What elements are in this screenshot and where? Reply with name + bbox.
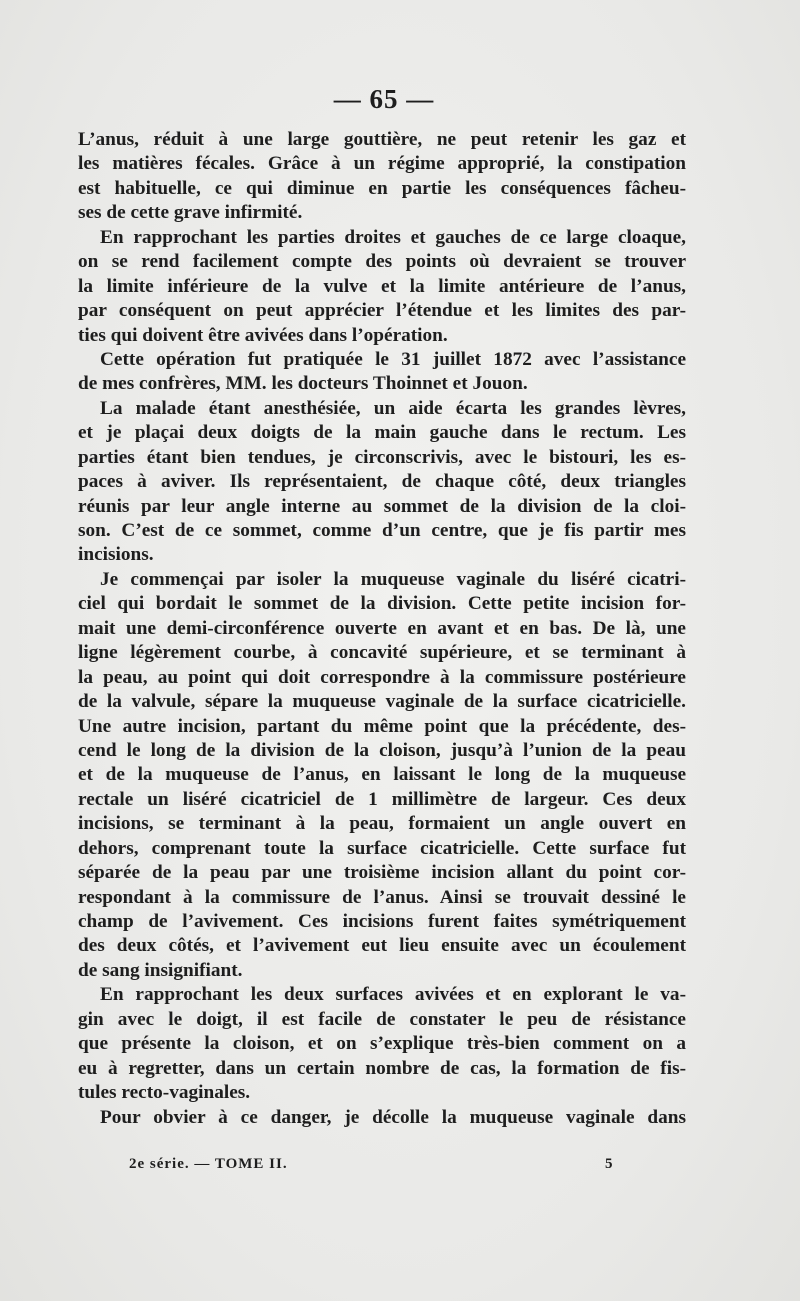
- text-line: paces à aviver. Ils représentaient, de chaque côté, deux triangles: [78, 471, 686, 493]
- text-line: Une autre incision, partant du même point que la précédente, des-: [78, 715, 686, 737]
- text-line: Pour obvier à ce danger, je décolle la muqueuse vaginale dans: [100, 1106, 686, 1128]
- text-line: champ de l’avivement. Ces incisions furent faites symétriquement: [78, 911, 686, 932]
- text-line: on se rend facilement compte des points où devraient se trouver: [78, 251, 686, 273]
- text-line: respondant à la commissure de l’anus. Ainsi se trouvait dessiné le: [78, 886, 686, 908]
- signature-mark: 2e série. — TOME II.: [129, 1156, 288, 1172]
- text-line: ties qui doivent être avivées dans l’opération.: [78, 324, 448, 346]
- text-line: mait une demi-circonférence ouverte en avant et en bas. De là, une: [78, 617, 686, 639]
- page-footer: [0, 1156, 800, 1180]
- text-line: de la valvule, sépare la muqueuse vaginale de la surface cicatricielle.: [78, 691, 686, 713]
- text-line: ciel qui bordait le sommet de la division. Cette petite incision for-: [78, 593, 686, 615]
- text-line: incisions, se terminant à la peau, formaient un angle ouvert en: [78, 813, 686, 835]
- text-line: des deux côtés, et l’avivement eut lieu ensuite avec un écoulement: [78, 935, 686, 957]
- text-line: que présente la cloison, et on s’explique très-bien comment on a: [78, 1033, 686, 1055]
- text-line: est habituelle, ce qui diminue en partie les conséquences fâcheu-: [78, 177, 686, 199]
- text-line: cend le long de la division de la cloison, jusqu’à l’union de la peau: [78, 739, 686, 761]
- text-line: Cette opération fut pratiquée le 31 juillet 1872 avec l’assistance: [100, 348, 686, 370]
- text-line: son. C’est de ce sommet, comme d’un centre, que je fis partir mes: [78, 520, 686, 541]
- text-line: ses de cette grave infirmité.: [78, 202, 303, 224]
- body-text: [78, 128, 686, 1130]
- text-line: gin avec le doigt, il est facile de constater le peu de résistance: [78, 1008, 686, 1030]
- text-line: de sang insignifiant.: [78, 959, 243, 981]
- text-line: et de la muqueuse de l’anus, en laissant le long de la muqueuse: [78, 764, 686, 786]
- text-line: réunis par leur angle interne au sommet de la division de la cloi-: [78, 495, 686, 517]
- text-line: rectale un liséré cicatriciel de 1 millimètre de largeur. Ces deux: [78, 788, 686, 810]
- page-number: — 65 —: [333, 84, 435, 114]
- text-line: En rapprochant les deux surfaces avivées et en explorant le va-: [100, 984, 686, 1006]
- text-line: la limite inférieure de la vulve et la limite antérieure de l’anus,: [78, 275, 686, 297]
- text-line: parties étant bien tendues, je circonscrivis, avec le bistouri, les es-: [78, 446, 686, 468]
- text-line: par conséquent on peut apprécier l’étendue et les limites des par-: [78, 300, 686, 322]
- signature-number: 5: [605, 1156, 614, 1172]
- text-line: Je commençai par isoler la muqueuse vaginale du liséré cicatri-: [100, 568, 686, 590]
- text-line: eu à regretter, dans un certain nombre de cas, la formation de fis-: [78, 1057, 686, 1079]
- text-line: L’anus, réduit à une large gouttière, ne peut retenir les gaz et: [78, 129, 686, 150]
- text-line: La malade étant anesthésiée, un aide écarta les grandes lèvres,: [100, 397, 686, 419]
- text-line: la peau, au point qui doit correspondre à la commissure postérieure: [78, 666, 686, 688]
- text-line: de mes confrères, MM. les docteurs Thoinnet et Jouon.: [78, 373, 528, 395]
- text-line: ligne légèrement courbe, à concavité supérieure, et se terminant à: [78, 642, 686, 664]
- text-line: les matières fécales. Grâce à un régime approprié, la constipation: [78, 153, 686, 175]
- text-line: séparée de la peau par une troisième incision allant du point cor-: [78, 862, 686, 884]
- text-line: incisions.: [78, 544, 154, 566]
- text-line: En rapprochant les parties droites et gauches de ce large cloaque,: [100, 226, 686, 248]
- text-line: tules recto-vaginales.: [78, 1082, 251, 1104]
- text-line: et je plaçai deux doigts de la main gauche dans le rectum. Les: [78, 422, 686, 444]
- text-line: dehors, comprenant toute la surface cicatricielle. Cette surface fut: [78, 837, 686, 859]
